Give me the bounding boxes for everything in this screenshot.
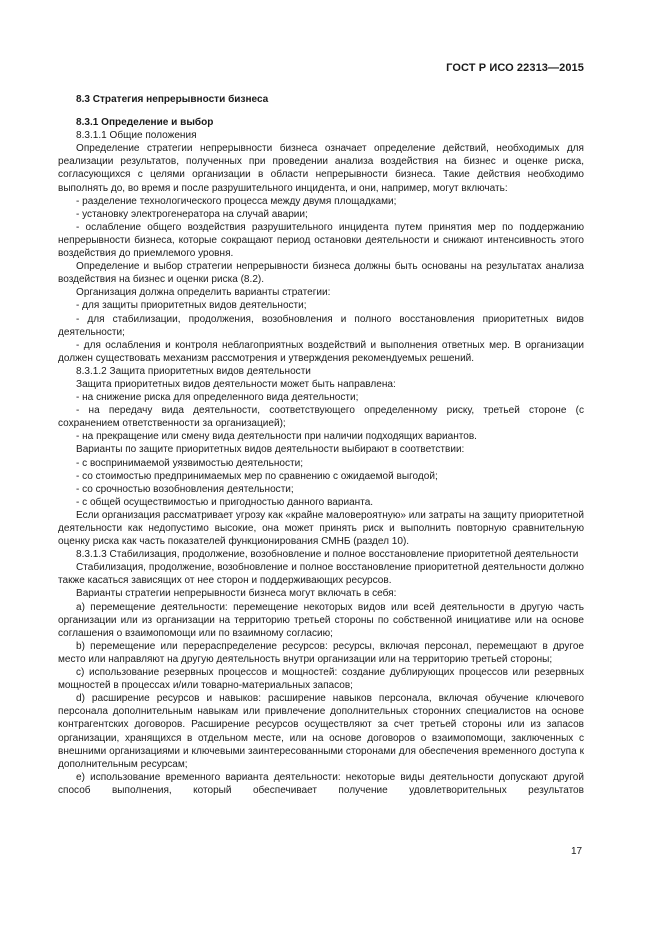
paragraph: Если организация рассматривает угрозу как «крайне маловероятную» или затраты на защиту приоритетной деятельности как недопустимо высокие, она может принять риск и выполнить повторную сравнительную оценку риска как часть показателей функционирования СМНБ (раздел 10). (58, 509, 584, 548)
paragraph: Определение стратегии непрерывности бизнеса означает определение действий, необходимых для реализации результатов, полученных при проведении анализа воздействия на бизнес и оценке риска, согласующихся с целями организации в области непрерывности бизнеса. Такие действия необходимо выполнять до, во время и после разрушительного инцидента, и они, например, могут включать: (58, 143, 584, 194)
paragraph: Организация должна определить варианты стратегии: (76, 287, 331, 299)
list-item: - с воспринимаемой уязвимостью деятельности; (76, 457, 304, 469)
list-item: - для ослабления и контроля неблагоприятных воздействий и выполнения ответных мер. В организации должен существовать механизм рассмотрения и утверждения рекомендуемых решений. (58, 339, 584, 364)
document-body (58, 93, 584, 797)
list-item: - разделение технологического процесса между двумя площадками; (76, 195, 397, 207)
clause-heading-8-3-1-1: 8.3.1.1 Общие положения (76, 130, 197, 142)
list-item: - ослабление общего воздействия разрушительного инцидента путем принятия мер по поддержанию непрерывности бизнеса, которые сокращают период остановки деятельности и снижают интенсивность этого воздействия до приемлемого уровня. (58, 221, 584, 260)
list-item: - на снижение риска для определенного вида деятельности; (76, 392, 359, 404)
list-item: a) перемещение деятельности: перемещение некоторых видов или всей деятельности в другую часть организации или из организации на территорию третьей стороны по собственной инициативе или на основе соглашения о взаимопомощи или по взаимному согласию; (58, 601, 584, 639)
clause-heading-8-3-1-3: 8.3.1.3 Стабилизация, продолжение, возобновление и полное восстановление приоритетной деятельности (76, 549, 579, 561)
list-item: - на передачу вида деятельности, соответствующего определенному риску, третьей стороне (с сохранением ответственности за организацией); (58, 405, 584, 430)
section-heading-8-3: 8.3 Стратегия непрерывности бизнеса (76, 94, 269, 105)
list-item: e) использование временного варианта деятельности: некоторые виды деятельности допускают другой способ выполнения, который обеспечивает получение удовлетворительных результатов (58, 771, 584, 796)
list-item: - установку электрогенератора на случай аварии; (76, 208, 308, 220)
paragraph: Варианты стратегии непрерывности бизнеса могут включать в себя: (76, 588, 397, 600)
clause-heading-8-3-1-2: 8.3.1.2 Защита приоритетных видов деятельности (76, 365, 311, 377)
paragraph: Варианты по защите приоритетных видов деятельности выбирают в соответствии: (76, 444, 465, 456)
paragraph: Стабилизация, продолжение, возобновление и полное восстановление приоритетной деятельности должно также касаться зависящих от нее сторон и поддерживающих ресурсов. (58, 562, 584, 587)
paragraph: Определение и выбор стратегии непрерывности бизнеса должны быть основаны на результатах анализа воздействия на бизнес и оценки риска (8.2). (58, 261, 584, 286)
list-item: - со срочностью возобновления деятельности; (76, 483, 294, 495)
list-item: - для защиты приоритетных видов деятельности; (76, 300, 307, 312)
list-item: - со стоимостью предпринимаемых мер по сравнению с ожидаемой выгодой; (76, 470, 438, 482)
page-number: 17 (571, 846, 583, 857)
list-item: - на прекращение или смену вида деятельности при наличии подходящих вариантов. (76, 431, 477, 443)
list-item: - для стабилизации, продолжения, возобновления и полного восстановления приоритетных видов деятельности; (58, 313, 584, 338)
paragraph: Защита приоритетных видов деятельности может быть направлена: (76, 378, 396, 390)
subsection-heading-8-3-1: 8.3.1 Определение и выбор (76, 117, 214, 129)
list-item: b) перемещение или перераспределение ресурсов: ресурсы, включая персонал, перемещают в другое место или направляют на другую деятельность внутри организации или на территорию третьей стороны; (58, 640, 584, 665)
document-code: ГОСТ Р ИСО 22313—2015 (446, 62, 584, 74)
list-item: d) расширение ресурсов и навыков: расширение навыков персонала, включая обучение ключевого персонала дополнительным навыкам или привлечение дополнительных сторонних специалистов на основе контрагентских договоров. Расширение ресурсов осуществляют за счет третьей стороны или из запасов организации, хранящихся в отдельном месте, или на основе договоров о взаимопомощи, заключенных с внешними организациями и ключевыми заинтересованными сторонами для обеспечения временного доступа к дополнительным ресурсам; (58, 693, 584, 770)
list-item: c) использование резервных процессов и мощностей: создание дублирующих процессов или резервных мощностей в процессах и/или товарно-материальных запасов; (58, 667, 584, 692)
list-item: - с общей осуществимостью и пригодностью данного варианта. (76, 496, 374, 508)
